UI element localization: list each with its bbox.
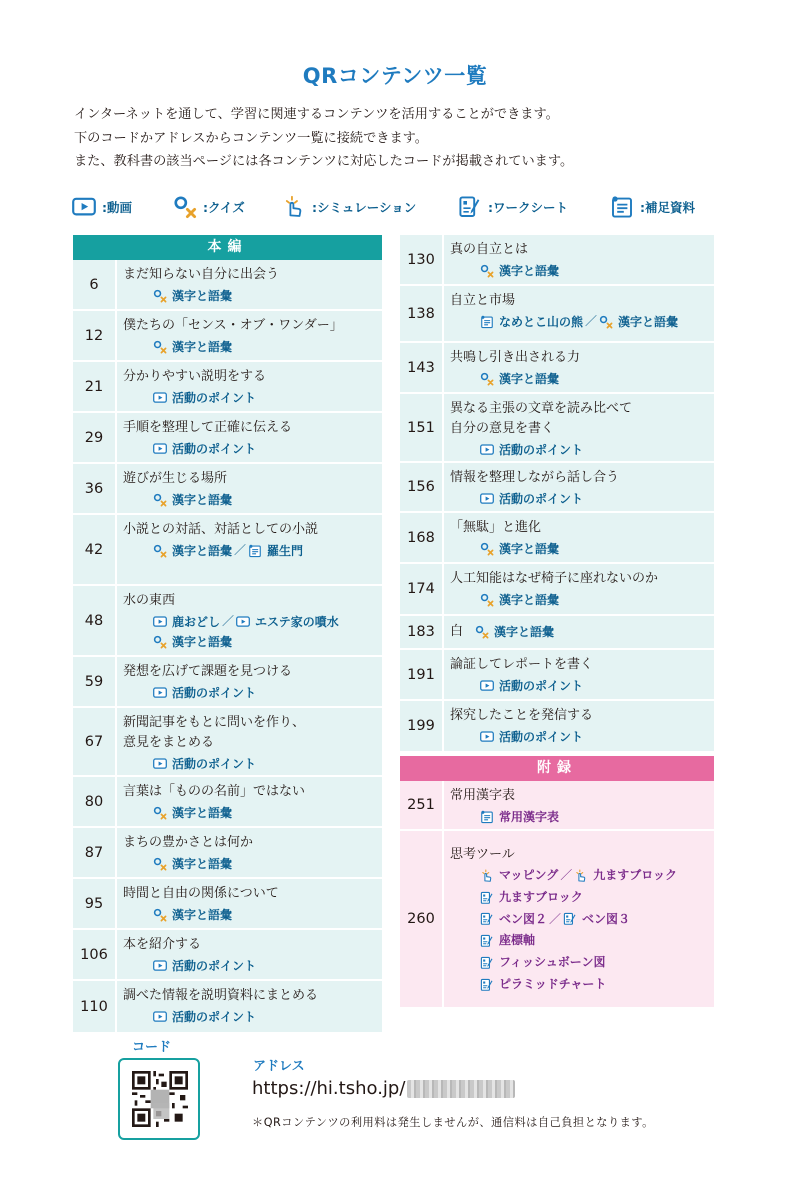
content-link-label: 漢字と語彙 <box>494 625 555 640</box>
quiz-icon <box>153 544 170 558</box>
link-line <box>450 488 714 509</box>
content-link-label: 漢字と語彙 <box>499 541 560 556</box>
quiz-icon <box>480 264 497 278</box>
content-row <box>73 586 382 657</box>
page-number: 110 <box>73 981 117 1032</box>
row-title: 思考ツール <box>450 847 515 862</box>
row-content <box>444 463 714 511</box>
content-link[interactable] <box>153 612 220 632</box>
content-link[interactable] <box>153 439 256 459</box>
content-row <box>400 564 714 616</box>
row-title: 人工知能はなぜ椅子に座れないのか <box>450 571 659 586</box>
link-line <box>450 726 714 747</box>
content-link-label: 活動のポイント <box>172 1009 257 1024</box>
link-separator: ／ <box>585 314 598 328</box>
worksheet-icon <box>480 934 497 948</box>
page-number: 21 <box>73 362 117 411</box>
content-row <box>73 930 382 981</box>
row-content <box>444 650 714 699</box>
simulation-icon <box>282 195 310 219</box>
video-icon <box>480 444 497 455</box>
content-link[interactable] <box>153 541 232 561</box>
content-link[interactable] <box>480 369 559 389</box>
link-line <box>450 887 714 909</box>
content-link[interactable] <box>480 909 547 931</box>
main-section-header: 本編 <box>73 235 382 260</box>
content-link-label: 羅生門 <box>267 543 304 558</box>
row-title: 異なる主張の文章を読み比べて <box>450 401 633 416</box>
page-number: 251 <box>400 781 444 829</box>
page-number: 174 <box>400 564 444 614</box>
link-separator: ／ <box>234 543 247 557</box>
appendix-section-header: 附録 <box>400 756 714 781</box>
row-title: 意見をまとめる <box>123 735 215 750</box>
address-url-text: https://hi.tsho.jp/ <box>252 1078 406 1099</box>
content-row <box>73 311 382 362</box>
content-link-label: 鹿おどし <box>172 614 221 629</box>
page-number: 143 <box>400 343 444 392</box>
row-content <box>117 311 382 360</box>
page-number: 199 <box>400 701 444 751</box>
content-link[interactable] <box>475 622 554 642</box>
content-link-label: 九ますブロック <box>593 868 678 882</box>
content-row <box>73 828 382 879</box>
content-link-label: 活動のポイント <box>499 491 584 506</box>
content-link[interactable] <box>153 632 232 652</box>
page-number: 48 <box>73 586 117 655</box>
content-link-label: 九ますブロック <box>499 889 583 904</box>
legend-worksheet-label: :ワークシート <box>488 200 568 215</box>
page-number: 87 <box>73 828 117 877</box>
video-icon <box>480 680 497 691</box>
link-line <box>123 387 382 408</box>
content-link[interactable] <box>248 541 303 561</box>
link-line <box>123 802 382 823</box>
page-number: 130 <box>400 235 444 284</box>
intro-line: 下のコードかアドレスからコンテンツ一覧に接続できます。 <box>74 130 428 146</box>
row-content <box>117 828 382 877</box>
row-content <box>117 657 382 706</box>
row-title: 遊びが生じる場所 <box>123 471 228 486</box>
content-link-label: 漢字と語彙 <box>172 339 233 354</box>
quiz-icon <box>475 625 492 639</box>
content-link[interactable] <box>574 865 677 887</box>
row-content <box>444 564 714 614</box>
link-line <box>450 806 714 827</box>
row-content <box>444 701 714 751</box>
link-line <box>123 489 382 510</box>
content-link[interactable] <box>480 489 583 509</box>
address-label: アドレス <box>253 1059 305 1074</box>
link-separator: ／ <box>560 868 573 883</box>
link-line <box>450 675 714 696</box>
content-link-label: 漢字と語彙 <box>172 288 233 303</box>
link-line <box>123 1006 382 1027</box>
row-content <box>117 930 382 979</box>
link-line <box>123 682 382 703</box>
legend-quiz-label: :クイズ <box>203 200 245 215</box>
content-row <box>400 463 714 513</box>
quiz-icon <box>153 340 170 354</box>
link-line <box>123 632 382 653</box>
content-link-label: ベン図３ <box>582 911 631 926</box>
page-number: 138 <box>400 286 444 341</box>
video-icon <box>153 758 170 769</box>
row-title: 自分の意見を書く <box>450 421 555 436</box>
row-title: 「無駄」と進化 <box>450 520 542 535</box>
worksheet-icon <box>563 912 580 926</box>
page-number: 191 <box>400 650 444 699</box>
icon-legend <box>72 193 722 221</box>
quiz-icon <box>480 372 497 386</box>
content-row <box>400 235 714 286</box>
row-content <box>117 777 382 826</box>
content-link[interactable] <box>153 286 232 306</box>
row-content <box>117 464 382 513</box>
page-number: 67 <box>73 708 117 775</box>
legend-supplement <box>610 193 695 221</box>
row-title: 言葉は「ものの名前」ではない <box>123 784 306 799</box>
link-line <box>123 753 382 774</box>
content-link-label: 活動のポイント <box>172 756 257 771</box>
content-link[interactable] <box>153 905 232 925</box>
link-line <box>450 439 714 460</box>
row-content <box>444 286 714 341</box>
legend-simulation <box>282 193 416 221</box>
page-number: 42 <box>73 515 117 584</box>
content-row <box>400 781 714 831</box>
legend-video-label: :動画 <box>102 200 132 215</box>
page-number: 168 <box>400 513 444 562</box>
content-link-label: 活動のポイント <box>499 729 584 744</box>
row-title: 僕たちの「センス・オブ・ワンダー」 <box>123 318 343 333</box>
code-label: コード <box>132 1040 172 1055</box>
video-icon <box>236 616 253 627</box>
row-title: 情報を整理しながら話し合う <box>450 470 620 485</box>
legend-quiz <box>173 193 245 221</box>
redacted-path <box>407 1080 515 1098</box>
content-row <box>400 701 714 753</box>
row-content <box>444 394 714 461</box>
row-content <box>444 343 714 392</box>
page-number: 95 <box>73 879 117 928</box>
link-line <box>450 974 714 996</box>
worksheet-icon <box>480 978 497 992</box>
supplement-icon <box>480 315 497 329</box>
content-link[interactable] <box>480 974 606 996</box>
content-link-label: 漢字と語彙 <box>499 263 560 278</box>
row-title: 真の自立とは <box>450 242 529 257</box>
row-content <box>444 781 714 829</box>
video-icon <box>480 731 497 742</box>
quiz-icon <box>153 493 170 507</box>
supplement-icon <box>248 544 265 558</box>
qr-code[interactable] <box>118 1058 200 1140</box>
content-link[interactable] <box>480 440 583 460</box>
content-link-label: 漢字と語彙 <box>618 314 679 329</box>
row-title: まだ知らない自分に出会う <box>123 267 280 282</box>
row-title: 時間と自由の関係について <box>123 886 279 901</box>
main-section-right <box>400 235 714 1009</box>
row-content <box>444 513 714 562</box>
link-line <box>450 865 714 887</box>
content-link[interactable] <box>599 312 678 332</box>
video-icon <box>153 687 170 698</box>
link-line <box>123 955 382 976</box>
video-icon <box>72 197 100 216</box>
content-link-label: 活動のポイント <box>172 441 257 456</box>
row-content <box>444 235 714 284</box>
intro-line: また、教科書の該当ページには各コンテンツに対応したコードが掲載されています。 <box>74 154 574 169</box>
link-line <box>450 952 714 974</box>
content-link-label: 漢字と語彙 <box>172 907 233 922</box>
supplement-icon <box>610 195 638 219</box>
link-line <box>123 336 382 357</box>
row-title: 分かりやすい説明をする <box>123 369 267 384</box>
simulation-icon <box>480 869 497 883</box>
content-row <box>400 831 714 1009</box>
quiz-icon <box>480 542 497 556</box>
content-link-label: 活動のポイント <box>499 678 584 693</box>
content-link-label: マッピング <box>499 868 559 882</box>
quiz-icon <box>599 315 616 329</box>
content-row <box>400 343 714 394</box>
page-number: 6 <box>73 260 117 309</box>
link-line <box>450 311 714 332</box>
row-title: 共鳴し引き出される力 <box>450 350 581 365</box>
content-link[interactable] <box>480 865 558 887</box>
row-content <box>117 260 382 309</box>
content-link[interactable] <box>480 539 559 559</box>
content-row <box>73 464 382 515</box>
link-line <box>123 285 382 306</box>
link-line <box>450 909 714 931</box>
content-link-label: 漢字と語彙 <box>499 592 560 607</box>
row-title: 探究したことを発信する <box>450 708 594 723</box>
content-link[interactable] <box>153 956 256 976</box>
content-link[interactable] <box>480 930 535 952</box>
link-separator: ／ <box>549 911 562 926</box>
legend-worksheet <box>458 193 568 221</box>
content-link-label: 漢字と語彙 <box>499 371 560 386</box>
content-row <box>73 413 382 464</box>
link-line <box>450 260 714 281</box>
row-title: 調べた情報を説明資料にまとめる <box>123 988 319 1003</box>
content-row <box>400 394 714 463</box>
video-icon <box>153 616 170 627</box>
row-title: まちの豊かさとは何か <box>123 835 254 850</box>
content-link[interactable] <box>153 1007 256 1027</box>
legend-video <box>72 193 132 221</box>
qr-code-icon <box>132 1071 188 1127</box>
content-link[interactable] <box>480 590 559 610</box>
page-number: 106 <box>73 930 117 979</box>
quiz-icon <box>480 593 497 607</box>
link-line <box>450 538 714 559</box>
content-link-label: 座標軸 <box>499 933 536 948</box>
simulation-icon <box>574 869 591 883</box>
video-icon <box>153 443 170 454</box>
page-number: 183 <box>400 616 444 648</box>
content-row <box>73 515 382 586</box>
content-link[interactable] <box>480 676 583 696</box>
worksheet-icon <box>480 891 497 905</box>
content-link[interactable] <box>153 388 256 408</box>
content-link-label: 漢字と語彙 <box>172 805 233 820</box>
content-row <box>73 879 382 930</box>
page-title: QRコンテンツ一覧 <box>302 64 488 88</box>
quiz-icon <box>153 857 170 871</box>
supplement-icon <box>480 810 497 824</box>
legend-simulation-label: :シミュレーション <box>312 200 417 215</box>
content-link[interactable] <box>153 337 232 357</box>
content-link-label: フィッシュボーン図 <box>499 955 606 969</box>
content-row <box>400 513 714 564</box>
content-link[interactable] <box>153 683 256 703</box>
content-link-label: 活動のポイント <box>172 685 257 700</box>
quiz-icon <box>153 289 170 303</box>
legend-supplement-label: :補足資料 <box>640 200 695 215</box>
content-link-label: 常用漢字表 <box>499 809 560 824</box>
content-link[interactable] <box>480 312 583 332</box>
row-content <box>117 413 382 462</box>
page-number: 156 <box>400 463 444 511</box>
row-title: 常用漢字表 <box>450 788 516 803</box>
row-title: 自立と市場 <box>450 293 516 308</box>
footer-note: ＊QRコンテンツの利用料は発生しませんが、通信料は自己負担となります。 <box>252 1116 654 1129</box>
worksheet-icon <box>480 956 497 970</box>
content-link[interactable] <box>563 909 630 931</box>
link-line <box>450 930 714 952</box>
page-number: 29 <box>73 413 117 462</box>
page-number: 59 <box>73 657 117 706</box>
row-title: 白 <box>450 624 464 639</box>
row-inline <box>450 616 714 648</box>
page-number: 151 <box>400 394 444 461</box>
page-number: 260 <box>400 831 444 1007</box>
content-link-label: ベン図２ <box>499 911 548 926</box>
link-line <box>450 368 714 389</box>
main-section-left <box>73 235 382 1034</box>
content-link-label: 漢字と語彙 <box>172 543 233 558</box>
content-link[interactable] <box>480 261 559 281</box>
row-title: 小説との対話、対話としての小説 <box>123 522 319 537</box>
row-title: 本を紹介する <box>123 937 202 952</box>
content-link[interactable] <box>480 952 606 974</box>
row-content <box>117 879 382 928</box>
row-content <box>117 515 382 584</box>
row-content <box>117 708 382 775</box>
link-line <box>123 438 382 459</box>
address-url[interactable] <box>252 1078 515 1099</box>
content-link-label: なめとこ山の熊 <box>499 314 584 329</box>
link-line <box>450 589 714 610</box>
page-number: 12 <box>73 311 117 360</box>
content-row <box>73 260 382 311</box>
content-link-label: 漢字と語彙 <box>172 856 233 871</box>
link-line <box>123 853 382 874</box>
content-link-label: 活動のポイント <box>172 958 257 973</box>
page-number: 36 <box>73 464 117 513</box>
content-link-label: 活動のポイント <box>172 390 257 405</box>
page-number: 80 <box>73 777 117 826</box>
link-separator: ／ <box>222 614 235 628</box>
video-icon <box>153 960 170 971</box>
link-line <box>475 622 554 643</box>
video-icon <box>480 493 497 504</box>
content-row <box>73 708 382 777</box>
video-icon <box>153 1011 170 1022</box>
content-link-label: エステ家の噴水 <box>255 614 339 629</box>
row-content <box>117 362 382 411</box>
content-link[interactable] <box>480 807 559 827</box>
row-content <box>444 616 714 648</box>
video-icon <box>153 392 170 403</box>
content-link[interactable] <box>153 754 256 774</box>
row-content <box>117 586 382 655</box>
quiz-icon <box>153 908 170 922</box>
row-title: 発想を広げて課題を見つける <box>123 664 293 679</box>
content-row <box>73 981 382 1034</box>
content-link[interactable] <box>153 490 232 510</box>
content-link-label: 漢字と語彙 <box>172 635 233 649</box>
row-title: 手順を整理して正確に伝える <box>123 420 293 435</box>
row-content <box>117 981 382 1032</box>
intro-line: インターネットを通して、学習に関連するコンテンツを活用することができます。 <box>74 107 559 122</box>
content-link-label: 漢字と語彙 <box>172 492 233 507</box>
quiz-icon <box>153 635 170 649</box>
content-link[interactable] <box>153 803 232 823</box>
content-row <box>73 362 382 413</box>
content-link-label: 活動のポイント <box>499 442 584 457</box>
row-title: 論証してレポートを書く <box>450 657 594 672</box>
content-row <box>400 616 714 650</box>
quiz-icon <box>173 195 201 219</box>
content-link-label: ピラミッドチャート <box>499 976 607 991</box>
row-title: 新聞記事をもとに問いを作り、 <box>123 715 306 730</box>
content-link[interactable] <box>236 612 339 632</box>
content-link[interactable] <box>153 854 232 874</box>
link-line <box>123 904 382 925</box>
intro-text <box>74 103 734 174</box>
worksheet-icon <box>458 195 486 219</box>
worksheet-icon <box>480 912 497 926</box>
row-content <box>444 831 714 1007</box>
content-link[interactable] <box>480 887 583 909</box>
quiz-icon <box>153 806 170 820</box>
link-line <box>123 540 382 561</box>
content-row <box>400 286 714 343</box>
link-line <box>123 611 382 632</box>
content-row <box>400 650 714 701</box>
content-link[interactable] <box>480 727 583 747</box>
content-row <box>73 777 382 828</box>
content-row <box>73 657 382 708</box>
row-title: 水の東西 <box>123 593 176 608</box>
